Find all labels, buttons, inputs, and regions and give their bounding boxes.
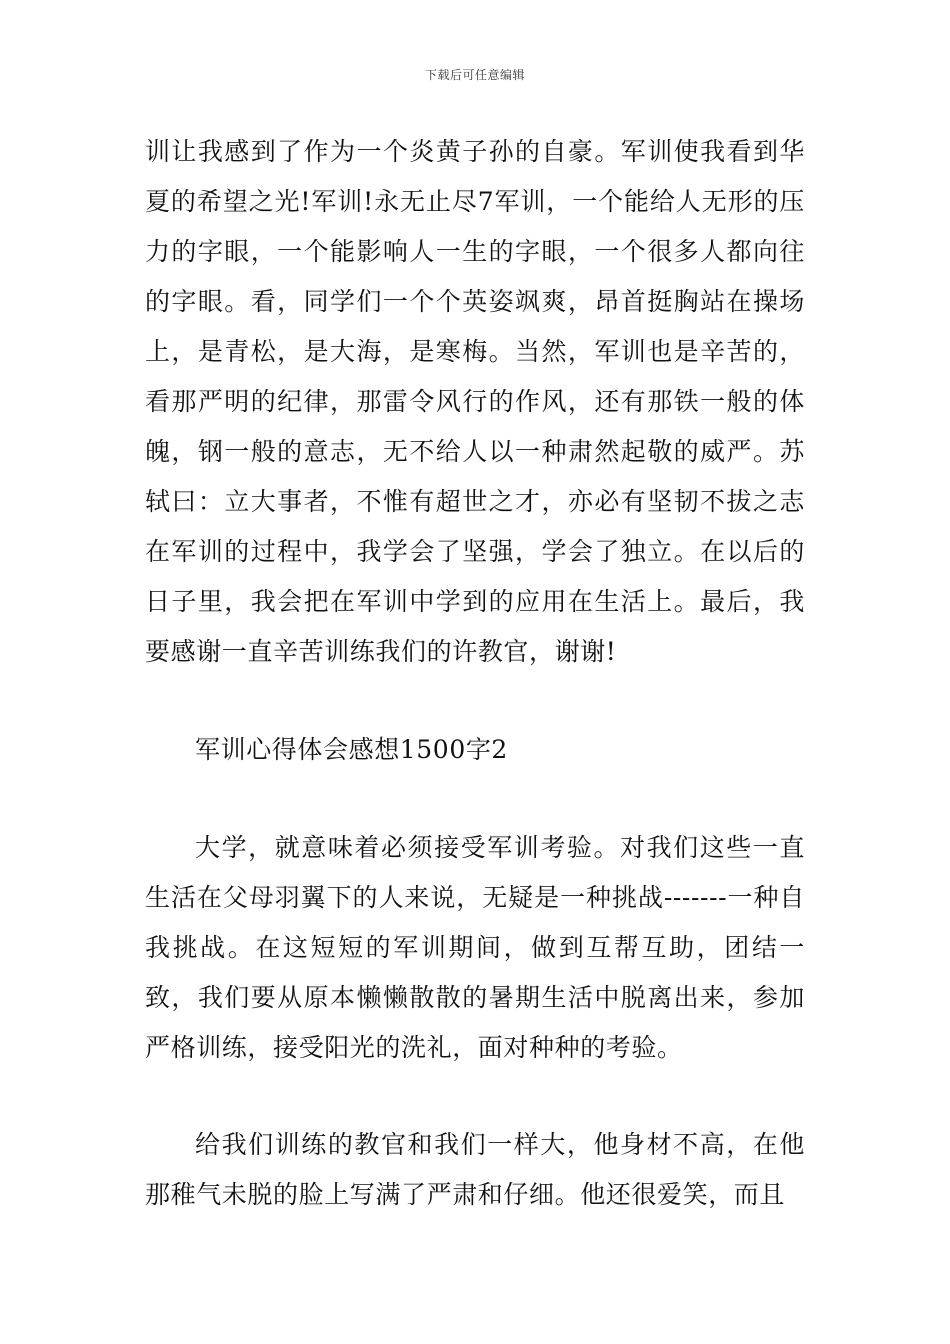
body-paragraph-1: 训让我感到了作为一个炎黄子孙的自豪。军训使我看到华夏的希望之光!军训!永无止尽7军训，一个能给人无形的压力的字眼，一个能影响人一生的字眼，一个很多人都向往的字眼。看，同学们一个个英姿飒爽，昂首挺胸站在操场上，是青松，是大海，是寒梅。当然，军训也是辛苦的，看那严明的纪律，那雷令风行的作风，还有那铁一般的体魄，钢一般的意志，无不给人以一种肃然起敬的威严。苏轼曰：立大事者，不惟有超世之才，亦必有坚韧不拔之志在军训的过程中，我学会了坚强，学会了独立。在以后的日子里，我会把在军训中学到的应用在生活上。最后，我要感谢一直辛苦训练我们的许教官，谢谢!	[145, 137, 805, 666]
header-note: 下载后可任意编辑	[424, 68, 525, 82]
body-paragraph-3: 给我们训练的教官和我们一样大，他身材不高，在他那稚气未脱的脸上写满了严肃和仔细。他还很爱笑，而且	[145, 1130, 805, 1209]
body-paragraph-2: 大学，就意味着必须接受军训考验。对我们这些一直生活在父母羽翼下的人来说，无疑是一种挑战-------一种自我挑战。在这短短的军训期间，做到互帮互助，团结一致，我们要从原本懒懒散散的暑期生活中脱离出来，参加严格训练，接受阳光的洗礼，面对种种的考验。	[145, 833, 805, 1062]
section-title: 军训心得体会感想1500字2	[195, 735, 508, 764]
